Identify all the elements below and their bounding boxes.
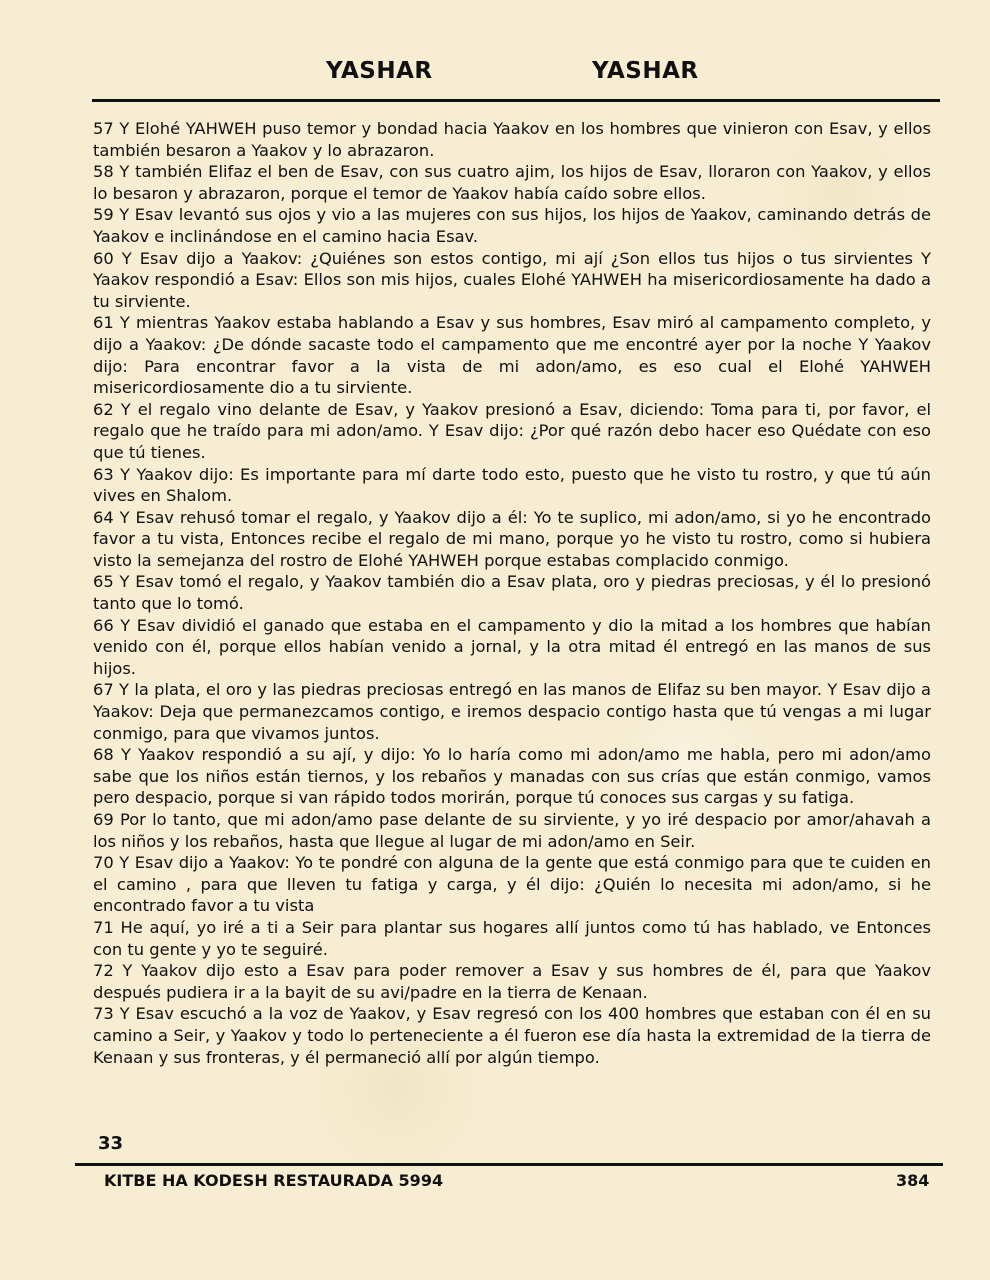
verse-65: 65 Y Esav tomó el regalo, y Yaakov también dio a Esav plata, oro y piedras preciosas, y él lo presionó tanto que lo tomó.: [93, 572, 931, 614]
footer-divider: [75, 1163, 943, 1166]
verse-60: 60 Y Esav dijo a Yaakov: ¿Quiénes son estos contigo, mi ají ¿Son ellos tus hijos o tus sirvientes Y Yaakov respondió a Esav: Ellos son mis hijos, cuales Elohé YAHWEH ha misericordiosamente ha dado a tu sirviente.: [93, 248, 931, 311]
verse-58: 58 Y también Elifaz el ben de Esav, con sus cuatro ajim, los hijos de Esav, lloraron con Yaakov, y ellos lo besaron y abrazaron, porque el temor de Yaakov había caído sobre ellos.: [93, 162, 931, 203]
verse-57: 57 Y Elohé YAHWEH puso temor y bondad hacia Yaakov en los hombres que vinieron con Esav, y ellos también besaron a Yaakov y lo abrazaron.: [93, 119, 931, 160]
verse-69: 69 Por lo tanto, que mi adon/amo pase delante de su sirviente, y yo iré despacio por amor/ahavah a los niños y los rebaños, hasta que llegue al lugar de mi adon/amo en Seir.: [93, 810, 931, 851]
header-title-left: YASHAR: [326, 58, 433, 84]
verse-64: 64 Y Esav rehusó tomar el regalo, y Yaakov dijo a él: Yo te suplico, mi adon/amo, si yo he encontrado favor a tu vista, Entonces recibe el regalo de mi mano, porque yo he visto tu rostro, como si hubiera visto la semejanza del rostro de Elohé YAHWEH porque estabas complacido conmigo.: [93, 507, 931, 570]
chapter-page-number: 33: [98, 1133, 124, 1154]
footer-page-number: 384: [896, 1171, 930, 1190]
page-header: [0, 58, 990, 90]
verse-66: 66 Y Esav dividió el ganado que estaba en el campamento y dio la mitad a los hombres que habían venido con él, porque ellos habían venido a jornal, y la otra mitad él entregó en las manos de sus hijos.: [93, 615, 931, 678]
verse-71: 71 He aquí, yo iré a ti a Seir para plantar sus hogares allí juntos como tú has hablado, ve Entonces con tu gente y yo te seguiré.: [93, 917, 931, 959]
verse-70: 70 Y Esav dijo a Yaakov: Yo te pondré con alguna de la gente que está conmigo para que te cuiden en el camino , para que lleven tu fatiga y carga, y él dijo: ¿Quién lo necesita mi adon/amo, si he encontrado favor a tu vista: [93, 853, 931, 916]
verse-68: 68 Y Yaakov respondió a su ají, y dijo: Yo lo haría como mi adon/amo me habla, pero mi adon/amo sabe que los niños están tiernos, y los rebaños y manadas con sus crías que están conmigo, vamos pero despacio, porque si van rápido todos morirán, porque tú conoces sus cargas y su fatiga.: [93, 745, 931, 808]
verse-61: 61 Y mientras Yaakov estaba hablando a Esav y sus hombres, Esav miró al campamento completo, y dijo a Yaakov: ¿De dónde sacaste todo el campamento que me encontré ayer por la noche Y Yaakov dijo: Para encontrar favor a la vista de mi adon/amo, es eso cual el Elohé YAHWEH misericordiosamente dio a tu sirviente.: [93, 313, 931, 398]
verse-73: 73 Y Esav escuchó a la voz de Yaakov, y Esav regresó con los 400 hombres que estaban con él en su camino a Seir, y Yaakov y todo lo perteneciente a él fueron ese día hasta la extremidad de la tierra de Kenaan y sus fronteras, y él permaneció allí por algún tiempo.: [93, 1004, 931, 1067]
footer-book-title: KITBE HA KODESH RESTAURADA 5994: [104, 1171, 444, 1190]
header-title-right: YASHAR: [592, 58, 699, 84]
verse-62: 62 Y el regalo vino delante de Esav, y Yaakov presionó a Esav, diciendo: Toma para ti, por favor, el regalo que he traído para mi adon/amo. Y Esav dijo: ¿Por qué razón debo hacer eso Quédate con eso que tú tienes.: [93, 399, 931, 462]
verse-63: 63 Y Yaakov dijo: Es importante para mí darte todo esto, puesto que he visto tu rostro, y que tú aún vives en Shalom.: [93, 464, 931, 506]
verse-67: 67 Y la plata, el oro y las piedras preciosas entregó en las manos de Elifaz su ben mayor. Y Esav dijo a Yaakov: Deja que permanezcamos contigo, e iremos despacio contigo hasta que tú vengas a mi lugar conmigo, para que vivamos juntos.: [93, 680, 931, 743]
verse-list: [93, 118, 931, 1068]
verse-72: 72 Y Yaakov dijo esto a Esav para poder remover a Esav y sus hombres de él, para que Yaakov después pudiera ir a la bayit de su avi/padre en la tierra de Kenaan.: [93, 961, 931, 1002]
header-divider: [92, 99, 940, 102]
verse-59: 59 Y Esav levantó sus ojos y vio a las mujeres con sus hijos, los hijos de Yaakov, caminando detrás de Yaakov e inclinándose en el camino hacia Esav.: [93, 205, 931, 246]
